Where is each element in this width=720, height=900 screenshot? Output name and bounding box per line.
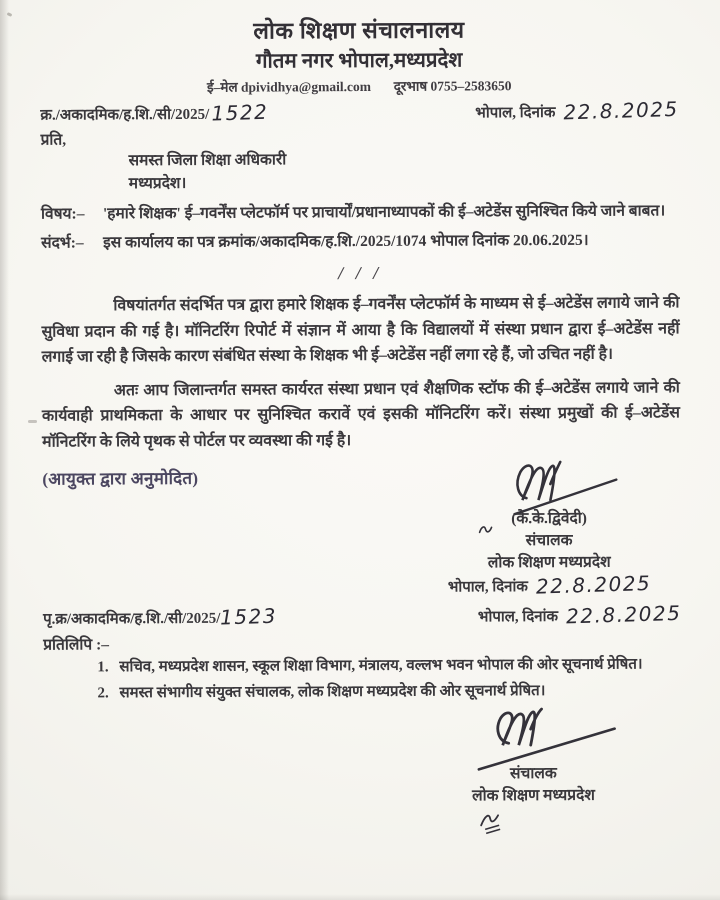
email-label: ई–मेल	[206, 79, 238, 95]
email-value: dpividhya@gmail.com	[240, 78, 371, 95]
reference-text: इस कार्यालय का पत्र क्रमांक/अकादमिक/ह.शि./2025/1074 भोपाल दिनांक 20.06.2025।	[103, 231, 589, 252]
date-handwritten: 22.8.2025	[565, 601, 682, 629]
letterhead	[40, 11, 678, 96]
place-date-label: भोपाल, दिनांक	[477, 609, 559, 626]
place-date-label: भोपाल, दिनांक	[447, 579, 528, 597]
signature-block-bottom	[421, 704, 647, 835]
endorsement-number-row	[43, 602, 681, 629]
approval-stamp: (आयुक्त द्वारा अनुमोदित)	[42, 469, 199, 490]
signatory-title: संचालक	[509, 764, 557, 783]
copy-item	[97, 654, 681, 680]
org-address: गौतम नगर भोपाल,मध्यप्रदेश	[255, 49, 463, 73]
copy-item-text: समस्त संभागीय संयुक्त संचालक, लोक शिक्षण मध्यप्रदेश की ओर सूचनार्थ प्रेषित।	[119, 682, 546, 701]
signature-place-date	[447, 571, 652, 600]
date-handwritten: 22.8.2025	[535, 571, 652, 600]
copies-heading: प्रतिलिपि :–	[43, 636, 110, 655]
subject-line	[41, 199, 679, 226]
initial-mark	[478, 523, 494, 537]
copy-item	[97, 679, 681, 705]
initial-mark	[477, 809, 503, 835]
copy-item-number: 2.	[97, 685, 109, 702]
outward-number-prefix: क्र./अकादमिक/ह.शि./सी/2025/	[40, 106, 210, 124]
signatory-title: संचालक	[525, 532, 573, 550]
place-date-label: भोपाल, दिनांक	[475, 104, 556, 122]
recipient-block	[129, 146, 679, 195]
endorsement-number-handwritten: 1523	[220, 604, 278, 630]
place-date	[475, 96, 679, 125]
reference-label: संदर्भ:–	[41, 234, 84, 252]
place-date	[478, 602, 681, 627]
slash-divider: / / /	[338, 262, 383, 284]
copies-list	[43, 654, 681, 706]
recipient-line: मध्यप्रदेश।	[128, 175, 187, 193]
reference-number-row	[40, 97, 678, 124]
subject-text: 'हमारे शिक्षक' ई–गवर्नेंस प्लेटफॉर्म पर प्राचार्यों/प्रधानाध्यापकों की ई–अटेडेंस सुनिश्चित किये जाने बाबत।	[102, 201, 666, 222]
signatory-org: लोक शिक्षण मध्यप्रदेश	[487, 554, 611, 572]
copy-item-text: सचिव, मध्यप्रदेश शासन, स्कूल शिक्षा विभाग, मंत्रालय, वल्लभ भवन भोपाल की ओर सूचनार्थ प्रेषित।	[119, 656, 643, 676]
body-paragraph-1: विषयांतर्गत संदर्भित पत्र द्वारा हमारे शिक्षक ई–गवर्नेंस प्लेटफॉर्म के माध्यम से ई–अटेडेंस लगाये जाने की सुविधा प्रदान की गई है। मॉनिटरिंग रिपोर्ट में संज्ञान में आया है कि विद्यालयों में संस्था प्रधान द्वारा ई–अटेडेंस नहीं लगाई जा रही है जिसके कारण संबंधित संस्था के शिक्षक भी ई–अटेडेंस नहीं लगा रहे हैं, जो उचित नहीं है।	[41, 294, 680, 366]
phone-value: 0755–2583650	[430, 78, 512, 94]
endorsement-number	[43, 604, 277, 629]
copy-item-number: 1.	[97, 659, 109, 676]
contact-line	[40, 75, 678, 96]
recipient-line: समस्त जिला शिक्षा अधिकारी	[128, 151, 287, 170]
phone-label: दूरभाष	[393, 78, 428, 94]
body-paragraph-2: अतः आप जिलान्तर्गत समस्त कार्यरत संस्था प्रधान एवं शैक्षणिक स्टॉफ की ई–अटेडेंस लगाये जाने की कार्यवाही प्राथमिकता के आधार पर सुनिश्चित करावें एवं इसकी मॉनिटरिंग करें। संस्था प्रमुखों की ई–अटेडेंस मॉनिटरिंग के लिये पृथक से पोर्टल पर व्यवस्था की गई है।	[41, 379, 681, 451]
signatory-name: (के.के.द्विवेदी)	[511, 510, 587, 528]
approval-signature-row	[42, 458, 681, 599]
scan-edge-shadow	[0, 894, 720, 900]
signature-block-top	[431, 458, 667, 600]
salutation: प्रति,	[40, 131, 67, 149]
outward-number-handwritten: 1522	[210, 99, 269, 126]
org-name: लोक शिक्षण संचालनालय	[253, 17, 465, 44]
endorsement-number-prefix: पृ.क्र/अकादमिक/ह.शि./सी/2025/	[43, 611, 221, 629]
outward-number	[40, 99, 268, 124]
signatory-org: लोक शिक्षण मध्यप्रदेश	[472, 786, 595, 805]
subject-label: विषय:–	[40, 204, 85, 223]
reference-line	[41, 228, 679, 255]
date-handwritten: 22.8.2025	[562, 96, 679, 125]
